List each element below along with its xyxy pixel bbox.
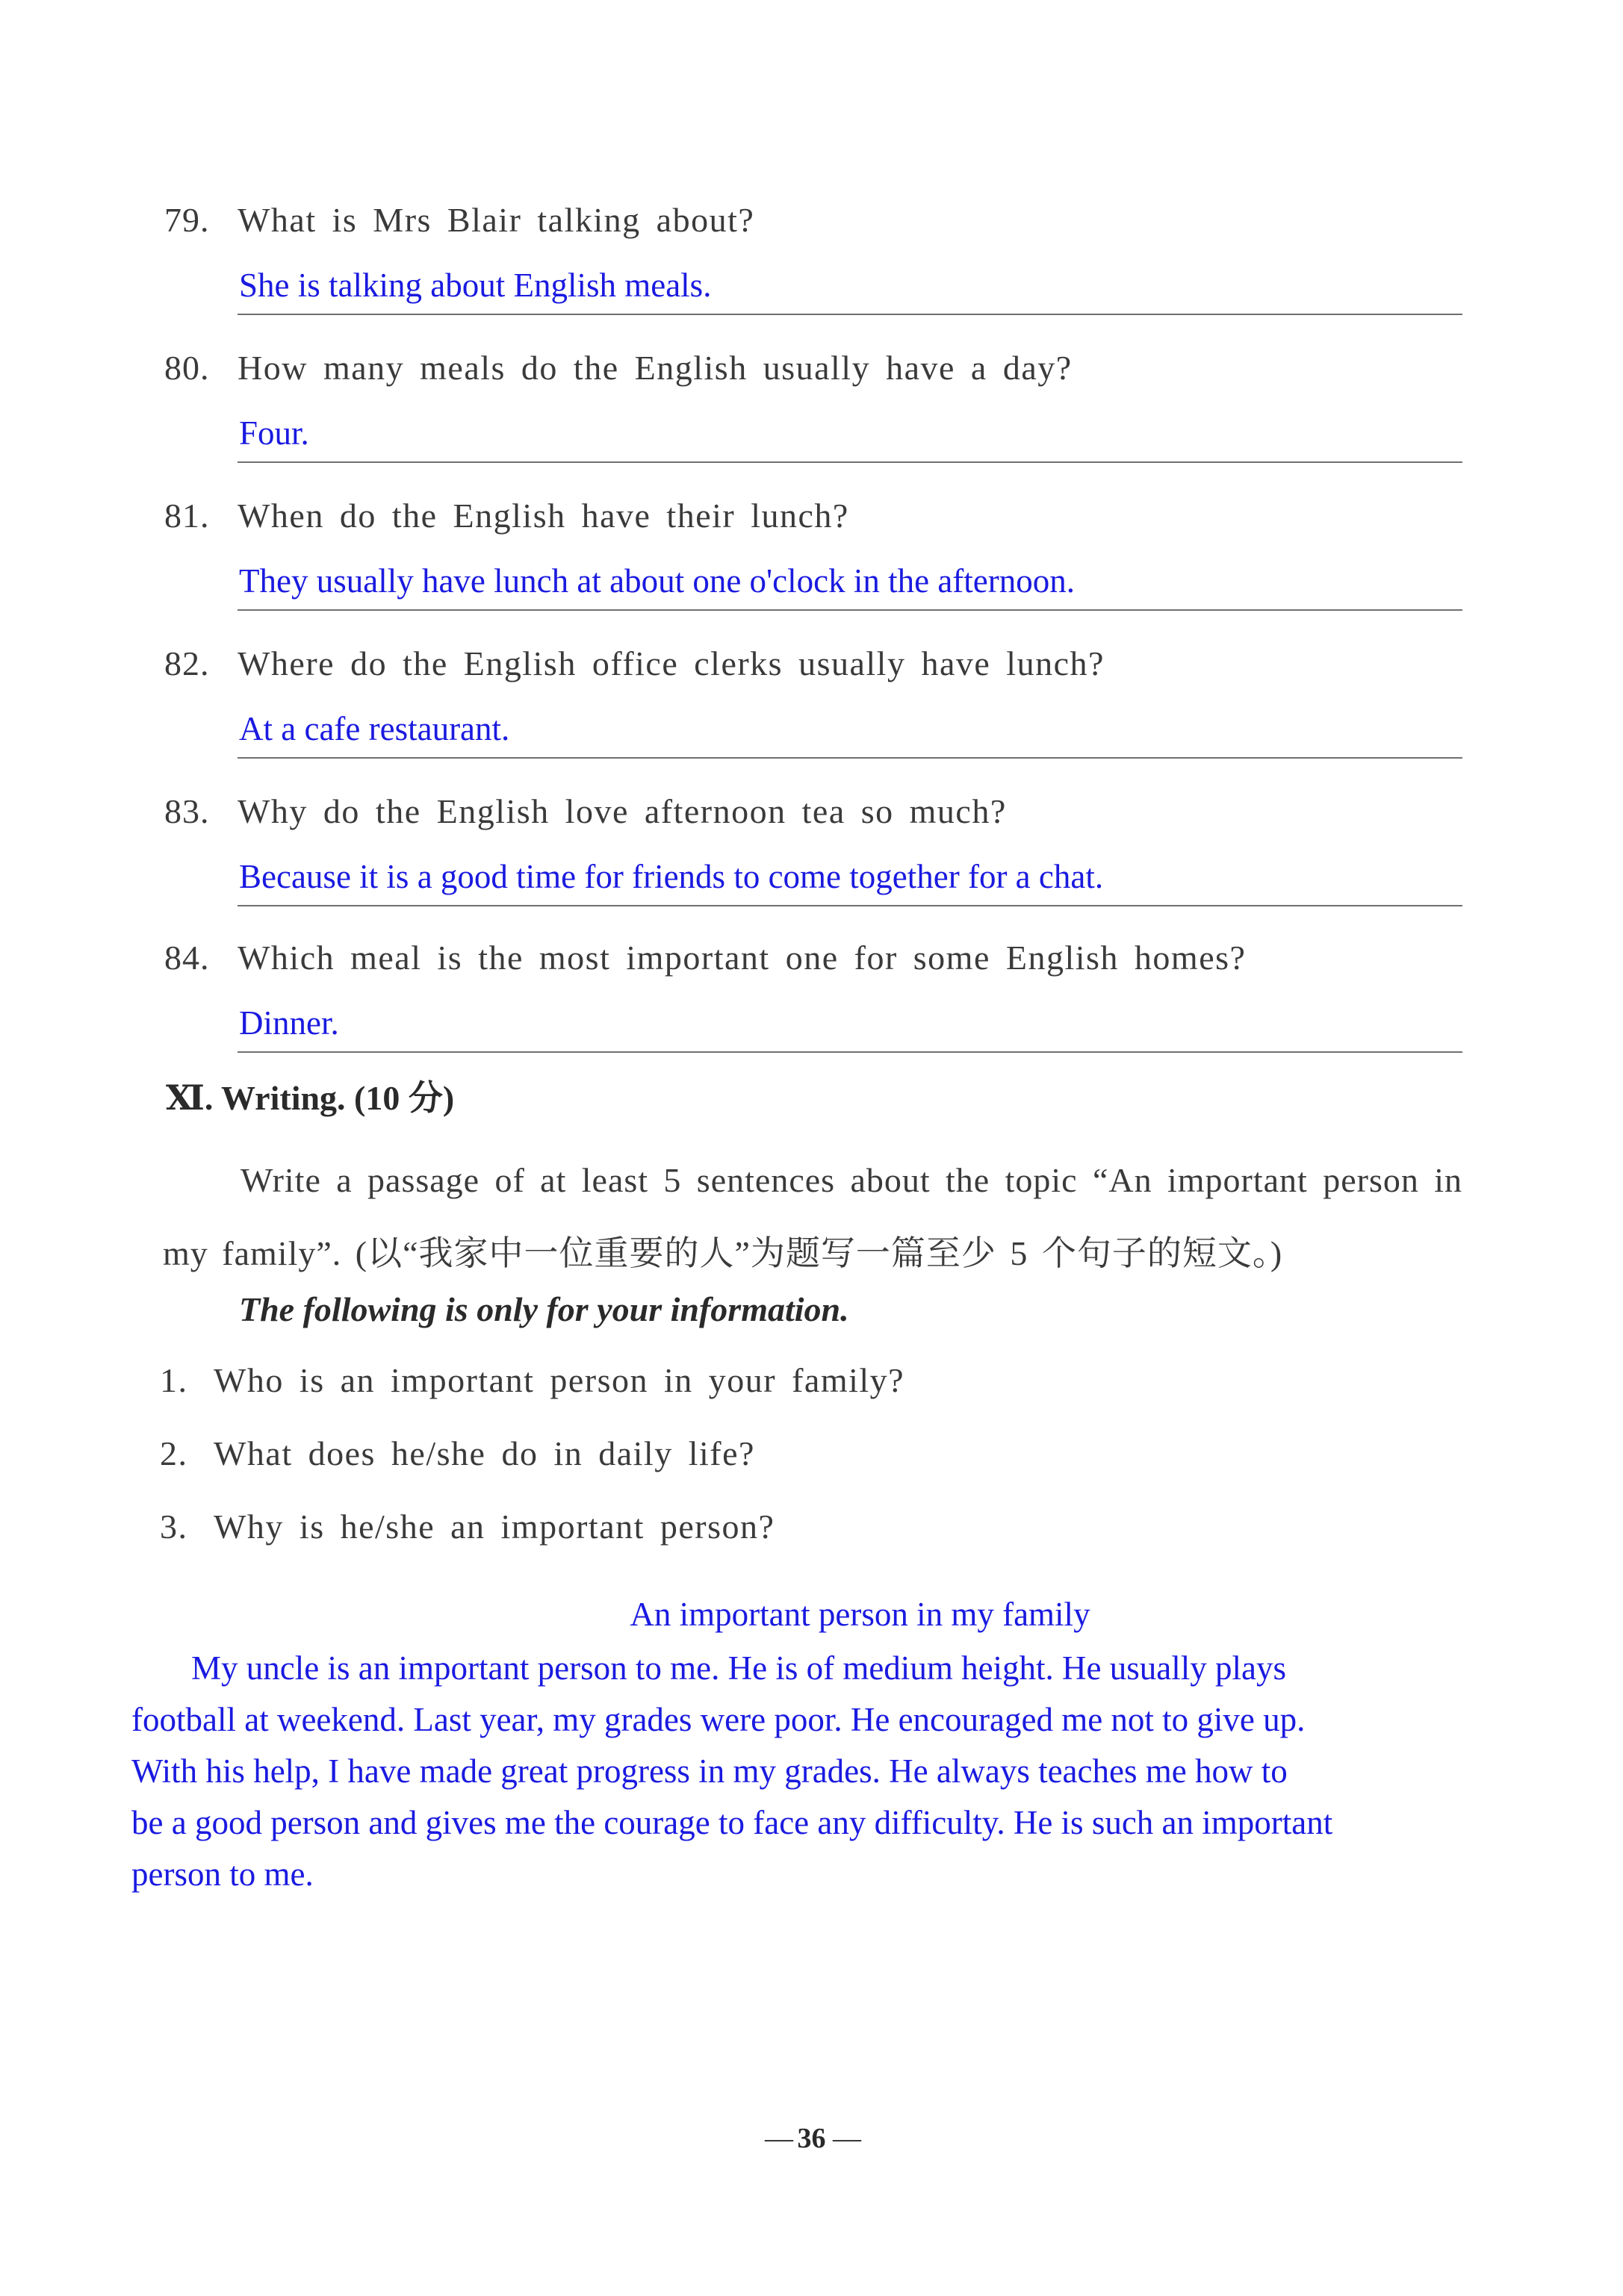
essay-title-text: An important person in my family [630, 1596, 1090, 1633]
info-heading: The following is only for your information. [239, 1290, 849, 1328]
answer-line [238, 314, 1462, 315]
answer-text: They usually have lunch at about one o'clock in the afternoon. [239, 562, 1076, 600]
footer-dash-left: — [765, 2123, 790, 2154]
hint-text: Why is he/she an important person? [214, 1508, 775, 1546]
answer-line [238, 757, 1462, 759]
question-text: Why do the English love afternoon tea so much? [238, 792, 1007, 830]
question-81 [0, 496, 1623, 645]
hint-number: 3. [160, 1508, 188, 1546]
question-number: 83. [164, 792, 210, 830]
essay-line: football at weekend. Last year, my grades were poor. He encouraged me not to give up. [131, 1701, 1306, 1738]
writing-instruction: Write a passage of at least 5 sentences about the topic “An important person in my family”. (以“我家中一位重要的人”为题写一篇至少 5 个句子的短文。) [163, 1161, 1462, 1272]
question-number: 79. [164, 201, 210, 239]
question-number: 82. [164, 644, 210, 682]
question-80 [0, 348, 1623, 497]
question-text: When do the English have their lunch? [238, 497, 849, 535]
answer-text: At a cafe restaurant. [239, 710, 510, 747]
answer-line [238, 609, 1462, 611]
answer-text: Dinner. [239, 1004, 339, 1042]
hint-number: 2. [160, 1434, 188, 1472]
question-84 [0, 938, 1623, 1087]
hint-text: Who is an important person in your family? [214, 1361, 905, 1399]
page-number-text: 36 [797, 2123, 826, 2154]
question-number: 80. [164, 349, 210, 387]
question-79 [0, 200, 1623, 349]
essay-line: be a good person and gives me the courage to face any difficulty. He is such an important [131, 1804, 1333, 1841]
question-text: Which meal is the most important one for some English homes? [238, 939, 1247, 977]
essay-line: My uncle is an important person to me. He is of medium height. He usually plays [191, 1649, 1286, 1687]
answer-line [238, 905, 1462, 906]
hint-item [160, 1507, 775, 1546]
section-title: Ⅺ. Writing. (10 分) [166, 1079, 455, 1117]
question-text: What is Mrs Blair talking about? [238, 201, 755, 239]
answer-line [238, 1051, 1462, 1053]
question-text: Where do the English office clerks usually have lunch? [238, 644, 1105, 682]
essay-title [0, 1595, 1623, 1634]
question-number: 81. [164, 497, 210, 535]
hint-text: What does he/she do in daily life? [214, 1434, 755, 1472]
hint-item [160, 1360, 904, 1400]
hint-number: 1. [160, 1361, 188, 1399]
essay-body [131, 1643, 1431, 1900]
footer-dash-right: — [833, 2123, 858, 2154]
question-number: 84. [164, 939, 210, 977]
question-83 [0, 791, 1623, 941]
essay-line: person to me. [131, 1855, 314, 1893]
page-number [0, 2122, 1623, 2155]
answer-text: She is talking about English meals. [239, 267, 712, 304]
question-text: How many meals do the English usually have a day? [238, 349, 1073, 387]
answer-text: Because it is a good time for friends to come together for a chat. [239, 858, 1104, 895]
question-82 [0, 644, 1623, 793]
essay-line: With his help, I have made great progress in my grades. He always teaches me how to [131, 1752, 1288, 1790]
hint-item [160, 1434, 755, 1473]
answer-line [238, 461, 1462, 463]
answer-text: Four. [239, 414, 309, 452]
